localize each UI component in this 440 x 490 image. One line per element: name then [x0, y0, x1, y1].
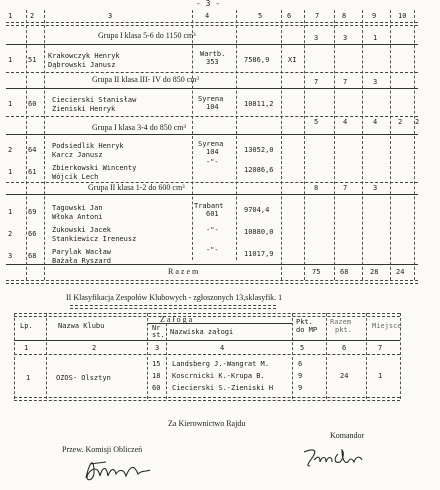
crew-name: Stankiewicz Ireneusz	[52, 235, 137, 243]
rule	[6, 280, 418, 284]
rule	[6, 194, 418, 195]
rule	[6, 264, 418, 265]
club-name: OZOS- Olsztyn	[56, 374, 111, 382]
group-points: 1	[373, 34, 378, 42]
col-header: 10	[398, 12, 407, 20]
result: 10880,0	[244, 228, 274, 236]
col-divider	[414, 10, 415, 280]
col-header-total: pkt.	[335, 326, 352, 334]
group-points: 7	[343, 184, 348, 192]
group-points: 8	[314, 184, 319, 192]
col-divider	[400, 313, 401, 399]
class-mark: XI	[288, 56, 297, 64]
col-number: 4	[220, 344, 225, 352]
result: 9704,4	[244, 206, 270, 214]
col-header-crew: Z a ł o g a	[160, 315, 193, 324]
col-divider	[44, 10, 45, 280]
crew-names: Landsberg J.-Wangrat M.	[172, 360, 269, 368]
place: 1	[8, 100, 13, 108]
group-points: 4	[373, 118, 378, 126]
place: 1	[8, 56, 13, 64]
group-points: 3	[373, 78, 378, 86]
group-title: Grupa I klasa 3-4 do 850 cm³	[92, 123, 186, 132]
start-number: 64	[28, 146, 37, 154]
car-model: 104	[206, 103, 219, 111]
place: 2	[8, 230, 13, 238]
start-number: 61	[28, 168, 37, 176]
total-value: 28	[370, 268, 379, 276]
crew-name: Żukowski Jacek	[52, 226, 112, 234]
col-number: 1	[24, 344, 29, 352]
place: 2	[8, 146, 13, 154]
total-value: 24	[396, 268, 405, 276]
col-header: 9	[372, 12, 377, 20]
col-divider	[362, 10, 363, 280]
crew-name: Włoka Antoni	[52, 213, 103, 221]
rule	[14, 354, 400, 355]
section-title: II Klasyfikacja Zespołów Klubowych - zgłoszonych 13,sklasyfik. 1	[66, 293, 283, 302]
car-model: Syrena	[198, 95, 224, 103]
car-ditto: -"-	[206, 158, 219, 166]
col-header: 8	[342, 12, 347, 20]
start-number: 60	[28, 100, 37, 108]
col-divider	[366, 313, 367, 399]
crew-name: Parylak Wacław	[52, 248, 112, 256]
col-divider	[292, 313, 293, 399]
signature-left	[80, 456, 160, 486]
col-divider	[192, 10, 193, 260]
car-ditto: -"-	[206, 226, 219, 234]
totals-label: R a z e m	[168, 267, 199, 276]
rule	[6, 44, 418, 45]
rule	[14, 340, 400, 341]
col-number: 6	[342, 344, 347, 352]
rule	[148, 323, 292, 324]
crew-name: Krakowczyk Henryk	[48, 52, 120, 60]
management-caption: Za Kierownictwo Rajdu	[168, 419, 246, 428]
rule	[6, 22, 418, 26]
rule	[6, 182, 418, 183]
start-number: 68	[28, 252, 37, 260]
col-header-lp: Lp.	[20, 322, 33, 330]
result: 12086,6	[244, 166, 274, 174]
crew-name: Dąbrowski Janusz	[48, 61, 116, 69]
col-divider	[334, 10, 335, 280]
start-number: 66	[28, 230, 37, 238]
crew-names: Koscrnicki K.-Krupa B.	[172, 372, 265, 380]
col-header-nr: Nr	[152, 324, 161, 332]
col-header: 5	[258, 12, 263, 20]
total-value: 68	[340, 268, 349, 276]
col-divider	[390, 10, 391, 280]
page-number: - 3 -	[196, 0, 221, 8]
crew-names: Ciecierski S.-Zieniski H	[172, 384, 274, 392]
col-divider	[26, 10, 27, 280]
col-number: 5	[300, 344, 305, 352]
col-header: 2	[30, 12, 35, 20]
group-points: 2	[415, 118, 420, 126]
crew-name: Bażała Ryszard	[52, 257, 112, 265]
col-number: 7	[378, 344, 383, 352]
car-model: 601	[206, 210, 219, 218]
crew-name: Zbierkowski Wincenty	[52, 164, 137, 172]
crew-points: 6	[298, 360, 303, 368]
col-header: 4	[205, 12, 210, 20]
col-divider	[14, 313, 15, 399]
col-divider	[166, 323, 167, 399]
group-points: 2	[398, 118, 403, 126]
col-header: 6	[287, 12, 292, 20]
group-points: 3	[373, 184, 378, 192]
title-underline	[70, 305, 276, 309]
col-divider	[46, 313, 47, 399]
result: 13052,0	[244, 146, 274, 154]
col-divider	[304, 10, 305, 280]
result: 7586,9	[244, 56, 270, 64]
car-model: Wartb.	[200, 50, 226, 58]
crew-name: Zieniski Henryk	[52, 105, 116, 113]
col-header: 1	[8, 12, 13, 20]
crew-start-number: 18	[152, 372, 161, 380]
col-header-pkt: Pkt.	[296, 318, 313, 326]
col-header-pkt: do MP	[296, 326, 318, 334]
rule	[6, 116, 418, 117]
group-points: 7	[314, 78, 319, 86]
rule	[14, 313, 400, 317]
signatory-title-left: Przew. Komisji Obliczeń	[62, 445, 143, 454]
col-divider	[147, 313, 148, 399]
group-points: 4	[343, 118, 348, 126]
rule	[6, 88, 418, 89]
car-model: Syrena	[198, 140, 224, 148]
total-value: 75	[312, 268, 321, 276]
group-title: Grupa I klasa 5-6 do 1150 cm³	[98, 31, 196, 40]
group-points: 7	[343, 78, 348, 86]
col-header-club: Nazwa Klubu	[58, 322, 105, 330]
col-divider	[326, 313, 327, 399]
col-header: 3	[108, 12, 113, 20]
crew-start-number: 15	[152, 360, 161, 368]
group-points: 5	[314, 118, 319, 126]
club-place: 1	[378, 372, 383, 380]
rule	[14, 397, 400, 401]
group-title: Grupa II klasa 1-2 do 600 cm³	[88, 183, 185, 192]
col-divider	[281, 10, 282, 280]
car-model: Trabant	[194, 202, 224, 210]
col-divider	[236, 10, 237, 260]
result: 10811,2	[244, 100, 274, 108]
car-model: 353	[206, 58, 219, 66]
club-total: 24	[340, 372, 349, 380]
col-header: 7	[315, 12, 320, 20]
col-header-st: st.	[152, 331, 165, 339]
signatory-title-right: Komandor	[330, 431, 365, 440]
row-lp: 1	[26, 374, 31, 382]
col-number: 3	[155, 344, 160, 352]
car-model: 104	[206, 148, 219, 156]
crew-name: Podsiedlik Henryk	[52, 142, 124, 150]
col-number: 2	[92, 344, 97, 352]
group-points: 3	[314, 34, 319, 42]
start-number: 69	[28, 208, 37, 216]
crew-name: Ciecierski Stanisław	[52, 96, 137, 104]
col-header-names: Nazwiska załogi	[170, 328, 234, 336]
group-points: 3	[343, 34, 348, 42]
rule	[6, 72, 418, 73]
crew-points: 9	[298, 384, 303, 392]
crew-name: Karcz Janusz	[52, 151, 103, 159]
group-title: Grupa II klasa III- IV do 850 cm³	[92, 75, 199, 84]
result: 11017,9	[244, 250, 274, 258]
place: 1	[8, 168, 13, 176]
start-number: 51	[28, 56, 37, 64]
rule	[6, 134, 418, 135]
place: 1	[8, 208, 13, 216]
place: 3	[8, 252, 13, 260]
crew-start-number: 60	[152, 384, 161, 392]
crew-points: 9	[298, 372, 303, 380]
col-header-total: Razem	[330, 318, 352, 326]
crew-name: Wójcik Lech	[52, 173, 99, 181]
signature-right	[300, 444, 370, 470]
col-header-place: Miejsce	[372, 322, 402, 330]
car-ditto: -"-	[206, 246, 219, 254]
crew-name: Tagowski Jan	[52, 204, 103, 212]
